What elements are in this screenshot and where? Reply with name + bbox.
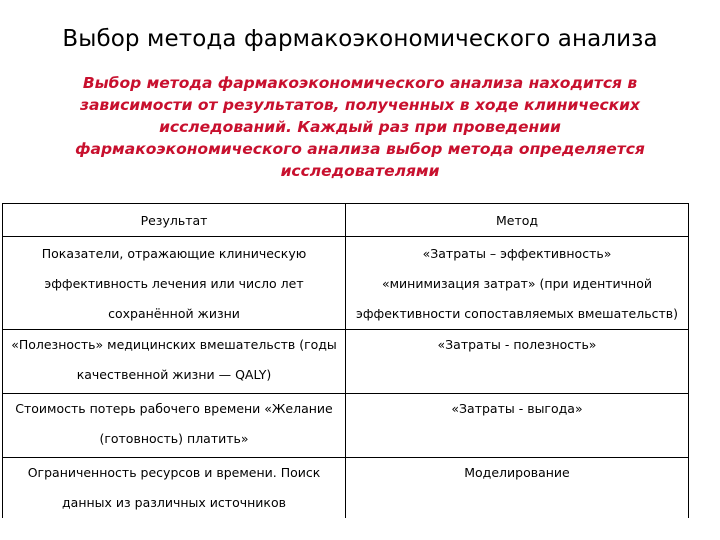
cell-line: «Затраты - выгода» <box>451 401 583 416</box>
table-row <box>3 458 689 519</box>
cell-line: «минимизация затрат» (при идентичной <box>381 276 652 291</box>
method-cell <box>346 458 689 519</box>
intro-line: фармакоэкономического анализа выбор метода определяется <box>75 140 645 158</box>
cell-line: Показатели, отражающие клиническую <box>41 246 307 261</box>
cell-line: качественной жизни — QALY) <box>76 367 272 382</box>
method-cell <box>346 394 689 458</box>
method-cell <box>346 330 689 394</box>
cell-line: данных из различных источников <box>62 495 286 510</box>
cell-line: Стоимость потерь рабочего времени «Желание <box>15 401 333 416</box>
header-result: Результат <box>3 204 346 237</box>
cell-line: Моделирование <box>464 465 570 480</box>
cell-line: Ограниченность ресурсов и времени. Поиск <box>27 465 321 480</box>
result-cell <box>3 458 346 519</box>
cell-line: «Затраты - полезность» <box>437 337 597 352</box>
result-cell <box>3 394 346 458</box>
table-header-row <box>3 204 689 237</box>
header-method: Метод <box>346 204 689 237</box>
table-row <box>3 330 689 394</box>
cell-line: «Затраты – эффективность» <box>422 246 612 261</box>
intro-line: Выбор метода фармакоэкономического анализа находится в <box>82 74 638 92</box>
cell-line: эффективность лечения или число лет <box>44 276 304 291</box>
cell-line: сохранённой жизни <box>108 306 240 321</box>
intro-paragraph <box>70 72 650 182</box>
intro-line: исследователями <box>280 162 440 180</box>
cell-line: эффективности сопоставляемых вмешательств) <box>355 306 679 321</box>
cell-line: (готовность) платить» <box>99 431 249 446</box>
table-row <box>3 394 689 458</box>
cell-line: «Полезность» медицинских вмешательств (годы <box>11 337 337 352</box>
table-row <box>3 237 689 330</box>
result-cell <box>3 330 346 394</box>
intro-line: исследований. Каждый раз при проведении <box>159 118 561 136</box>
slide-title: Выбор метода фармакоэкономического анализа <box>62 26 658 52</box>
result-cell <box>3 237 346 330</box>
method-cell <box>346 237 689 330</box>
method-selection-table <box>2 203 689 518</box>
intro-line: зависимости от результатов, полученных в ходе клинических <box>79 96 641 114</box>
